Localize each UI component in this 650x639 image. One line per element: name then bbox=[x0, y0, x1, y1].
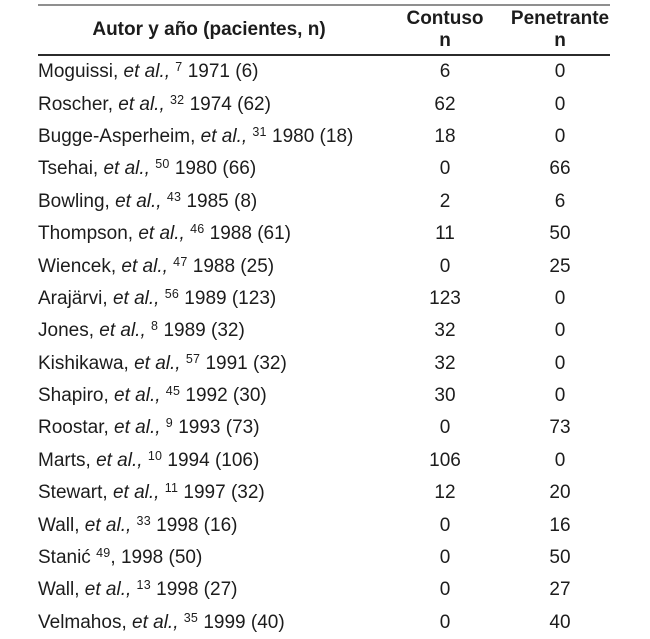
contuso-value-cell: 0 bbox=[439, 611, 451, 633]
contuso-value-cell: 0 bbox=[439, 158, 451, 180]
author-cell bbox=[38, 380, 380, 412]
year-and-patients: 1997 (32) bbox=[178, 482, 265, 504]
header-row bbox=[38, 5, 610, 55]
table-header bbox=[38, 5, 610, 55]
reference-superscript: 33 bbox=[136, 513, 151, 528]
author-name: Stanić bbox=[38, 547, 97, 569]
reference-superscript: 43 bbox=[166, 189, 182, 204]
penetrante-value-cell: 0 bbox=[554, 352, 566, 374]
contuso-value-cell: 62 bbox=[434, 93, 456, 115]
reference-superscript: 10 bbox=[147, 448, 163, 463]
penetrante-value-cell: 0 bbox=[554, 287, 566, 309]
table-row bbox=[38, 315, 610, 347]
contuso-value-cell: 12 bbox=[434, 482, 456, 504]
table-row bbox=[38, 477, 610, 509]
table-row bbox=[38, 153, 610, 185]
contuso-value-cell: 11 bbox=[435, 223, 455, 245]
et-al-label: et al., bbox=[99, 320, 152, 342]
table-row bbox=[38, 55, 610, 88]
penetrante-value-cell: 0 bbox=[554, 385, 566, 407]
year-and-patients: 1971 (6) bbox=[182, 61, 259, 83]
reference-superscript: 45 bbox=[165, 384, 181, 399]
year-and-patients: 1989 (123) bbox=[179, 287, 277, 309]
penetrante-n-label: n bbox=[554, 30, 566, 51]
author-cell bbox=[38, 542, 380, 574]
penetrante-value-cell: 50 bbox=[549, 547, 571, 569]
year-and-patients: 1985 (8) bbox=[181, 190, 258, 212]
penetrante-value-cell: 27 bbox=[549, 579, 571, 601]
et-al-label: et al., bbox=[200, 125, 253, 147]
reference-superscript: 56 bbox=[164, 286, 180, 301]
et-al-label: et al., bbox=[112, 287, 165, 309]
penetrante-value-cell: 0 bbox=[554, 449, 566, 471]
reference-superscript: 8 bbox=[151, 319, 159, 334]
column-header-contuso bbox=[380, 5, 510, 55]
table-row bbox=[38, 218, 610, 250]
author-name: Bowling, bbox=[38, 190, 116, 212]
et-al-label: et al., bbox=[115, 190, 167, 212]
contuso-value-cell: 32 bbox=[434, 352, 456, 374]
contuso-value-cell: 18 bbox=[434, 125, 456, 147]
year-and-patients: 1988 (61) bbox=[204, 223, 292, 245]
author-name: Velmahos, bbox=[38, 611, 132, 633]
author-name: Jones, bbox=[38, 320, 100, 342]
et-al-label: et al., bbox=[134, 352, 186, 374]
reference-superscript: 57 bbox=[185, 351, 201, 366]
author-name: Stewart, bbox=[38, 482, 113, 504]
et-al-label: et al., bbox=[96, 449, 148, 471]
year-and-patients: 1974 (62) bbox=[184, 93, 271, 115]
year-and-patients: 1991 (32) bbox=[200, 352, 287, 374]
table-row bbox=[38, 574, 610, 606]
author-cell bbox=[38, 218, 380, 250]
reference-superscript: 32 bbox=[170, 92, 185, 107]
table-row bbox=[38, 445, 610, 477]
et-al-label: et al., bbox=[118, 93, 171, 115]
et-al-label: et al., bbox=[121, 255, 174, 277]
author-name: Bugge-Asperheim, bbox=[38, 125, 201, 147]
table-row bbox=[38, 348, 610, 380]
author-cell bbox=[38, 121, 380, 153]
penetrante-value-cell: 50 bbox=[549, 223, 571, 245]
et-al-label: et al., bbox=[114, 417, 166, 439]
penetrante-header-label: Penetrante bbox=[510, 8, 610, 29]
contuso-value-cell: 32 bbox=[434, 320, 456, 342]
author-name: Arajärvi, bbox=[38, 287, 113, 309]
table-row bbox=[38, 607, 610, 639]
table-row bbox=[38, 380, 610, 412]
reference-superscript: 46 bbox=[190, 222, 205, 237]
table-row bbox=[38, 186, 610, 218]
contuso-value-cell: 0 bbox=[439, 255, 451, 277]
table-row bbox=[38, 283, 610, 315]
year-and-patients: , 1998 (50) bbox=[110, 547, 203, 569]
table-row bbox=[38, 121, 610, 153]
penetrante-value-cell: 25 bbox=[549, 255, 571, 277]
year-and-patients: 1998 (27) bbox=[150, 579, 238, 601]
author-name: Wall, bbox=[38, 514, 85, 536]
reference-superscript: 49 bbox=[96, 546, 111, 561]
author-cell bbox=[38, 348, 380, 380]
column-header-penetrante bbox=[510, 5, 610, 55]
penetrante-value-cell: 0 bbox=[554, 125, 566, 147]
et-al-label: et al., bbox=[114, 385, 166, 407]
reference-superscript: 35 bbox=[183, 610, 199, 625]
contuso-value-cell: 0 bbox=[439, 547, 451, 569]
penetrante-value-cell: 73 bbox=[549, 417, 571, 439]
author-cell bbox=[38, 186, 380, 218]
column-header-author bbox=[38, 5, 380, 55]
year-and-patients: 1980 (66) bbox=[169, 158, 257, 180]
author-name: Thompson, bbox=[38, 223, 139, 245]
author-cell bbox=[38, 153, 380, 185]
penetrante-value-cell: 16 bbox=[549, 514, 571, 536]
author-cell bbox=[38, 509, 380, 541]
author-cell bbox=[38, 412, 380, 444]
table-body bbox=[38, 55, 610, 639]
et-al-label: et al., bbox=[123, 61, 176, 83]
penetrante-value-cell: 6 bbox=[554, 190, 566, 212]
year-and-patients: 1989 (32) bbox=[158, 320, 245, 342]
contuso-value-cell: 2 bbox=[439, 190, 451, 212]
year-and-patients: 1988 (25) bbox=[187, 255, 275, 277]
reference-superscript: 13 bbox=[136, 578, 151, 593]
author-name: Tsehai, bbox=[38, 158, 104, 180]
contuso-value-cell: 0 bbox=[439, 417, 451, 439]
contuso-n-label: n bbox=[439, 30, 451, 51]
reference-superscript: 47 bbox=[173, 254, 188, 269]
reference-superscript: 9 bbox=[165, 416, 173, 431]
year-and-patients: 1993 (73) bbox=[172, 417, 260, 439]
author-cell bbox=[38, 445, 380, 477]
author-name: Roostar, bbox=[38, 417, 115, 439]
author-name: Shapiro, bbox=[38, 385, 115, 407]
penetrante-value-cell: 20 bbox=[549, 482, 571, 504]
author-name: Kishikawa, bbox=[38, 352, 135, 374]
author-header-label: Autor y año (pacientes, n) bbox=[92, 19, 326, 40]
contuso-value-cell: 106 bbox=[429, 449, 461, 471]
contuso-value-cell: 0 bbox=[439, 514, 451, 536]
et-al-label: et al., bbox=[103, 158, 156, 180]
author-name: Wiencek, bbox=[38, 255, 122, 277]
penetrante-value-cell: 40 bbox=[549, 611, 571, 633]
author-cell bbox=[38, 315, 380, 347]
penetrante-value-cell: 66 bbox=[549, 158, 571, 180]
studies-table bbox=[38, 4, 610, 639]
year-and-patients: 1999 (40) bbox=[198, 611, 285, 633]
author-cell bbox=[38, 477, 380, 509]
table-row bbox=[38, 509, 610, 541]
reference-superscript: 11 bbox=[164, 481, 179, 496]
author-cell bbox=[38, 574, 380, 606]
author-name: Roscher, bbox=[38, 93, 119, 115]
table-row bbox=[38, 412, 610, 444]
et-al-label: et al., bbox=[132, 611, 184, 633]
author-name: Marts, bbox=[38, 449, 97, 471]
et-al-label: et al., bbox=[84, 579, 137, 601]
year-and-patients: 1992 (30) bbox=[180, 385, 267, 407]
reference-superscript: 7 bbox=[175, 60, 183, 75]
contuso-value-cell: 123 bbox=[429, 287, 461, 309]
year-and-patients: 1994 (106) bbox=[162, 449, 260, 471]
table-row bbox=[38, 542, 610, 574]
et-al-label: et al., bbox=[112, 482, 165, 504]
author-cell bbox=[38, 283, 380, 315]
reference-superscript: 50 bbox=[155, 157, 170, 172]
author-cell bbox=[38, 88, 380, 120]
contuso-value-cell: 6 bbox=[439, 61, 451, 83]
et-al-label: et al., bbox=[84, 514, 137, 536]
penetrante-value-cell: 0 bbox=[554, 93, 566, 115]
author-cell bbox=[38, 250, 380, 282]
reference-superscript: 31 bbox=[252, 124, 267, 139]
et-al-label: et al., bbox=[138, 223, 191, 245]
table-row bbox=[38, 250, 610, 282]
contuso-value-cell: 30 bbox=[434, 385, 456, 407]
author-cell bbox=[38, 55, 380, 88]
contuso-header-label: Contuso bbox=[406, 8, 484, 29]
penetrante-value-cell: 0 bbox=[554, 320, 566, 342]
penetrante-value-cell: 0 bbox=[554, 61, 566, 83]
year-and-patients: 1980 (18) bbox=[266, 125, 354, 147]
table-row bbox=[38, 88, 610, 120]
author-name: Wall, bbox=[38, 579, 85, 601]
contuso-value-cell: 0 bbox=[439, 579, 451, 601]
author-name: Moguissi, bbox=[38, 61, 124, 83]
year-and-patients: 1998 (16) bbox=[150, 514, 238, 536]
author-cell bbox=[38, 607, 380, 639]
